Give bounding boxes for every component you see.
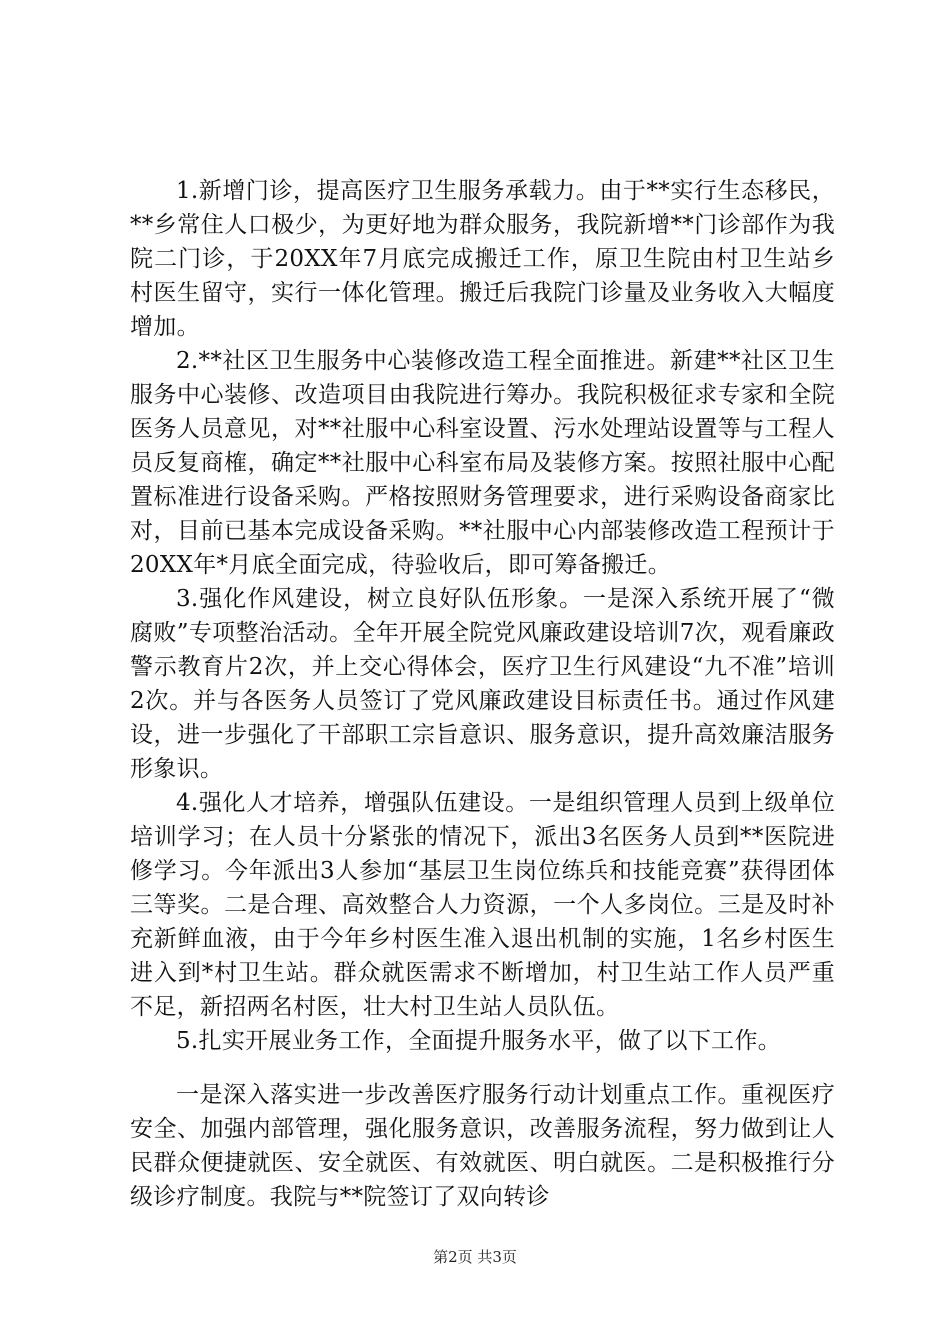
paragraph-5: 5.扎实开展业务工作，全面提升服务水平，做了以下工作。 xyxy=(176,1028,782,1054)
paragraph-4: 4.强化人才培养，增强队伍建设。一是组织管理人员到上级单位培训学习；在人员十分紧张的情况下，派出3名医务人员到**医院进修学习。今年派出3人参加“基层卫生岗位练兵和技能竞赛”获得团体三等奖。二是合理、高效整合人力资源，一个人多岗位。三是及时补充新鲜血液，由于今年乡村医生准入退出机制的实施，1名乡村医生进入到*村卫生站。群众就医需求不断增加，村卫生站工作人员严重不足，新招两名村医，壮大村卫生站人员队伍。 xyxy=(130,790,835,1020)
paragraph-1: 1.新增门诊，提高医疗卫生服务承载力。由于**实行生态移民，**乡常住人口极少，为更好地为群众服务，我院新增**门诊部作为我院二门诊，于20XX年7月底完成搬迁工作，原卫生院由村卫生站乡村医生留守，实行一体化管理。搬迁后我院门诊量及业务收入大幅度增加。 xyxy=(130,178,835,340)
paragraph-3: 3.强化作风建设，树立良好队伍形象。一是深入系统开展了“微腐败”专项整治活动。全年开展全院党风廉政建设培训7次，观看廉政警示教育片2次，并上交心得体会，医疗卫生行风建设“九不准”培训2次。并与各医务人员签订了党风廉政建设目标责任书。通过作风建设，进一步强化了干部职工宗旨意识、服务意识，提升高效廉洁服务形象识。 xyxy=(130,586,835,782)
paragraph-6: 一是深入落实进一步改善医疗服务行动计划重点工作。重视医疗安全、加强内部管理，强化服务意识，改善服务流程，努力做到让人民群众便捷就医、安全就医、有效就医、明白就医。二是积极推行分级诊疗制度。我院与**院签订了双向转诊 xyxy=(130,1082,835,1210)
document-body xyxy=(130,174,835,1214)
paragraph-2: 2.**社区卫生服务中心装修改造工程全面推进。新建**社区卫生服务中心装修、改造项目由我院进行筹办。我院积极征求专家和全院医务人员意见，对**社服中心科室设置、污水处理站设置等与工程人员反复商榷，确定**社服中心科室布局及装修方案。按照社服中心配置标准进行设备采购。严格按照财务管理要求，进行采购设备商家比对，目前已基本完成设备采购。**社服中心内部装修改造工程预计于20XX年*月底全面完成，待验收后，即可筹备搬迁。 xyxy=(130,348,835,578)
page-footer: 第2页 共3页 xyxy=(433,1248,517,1266)
